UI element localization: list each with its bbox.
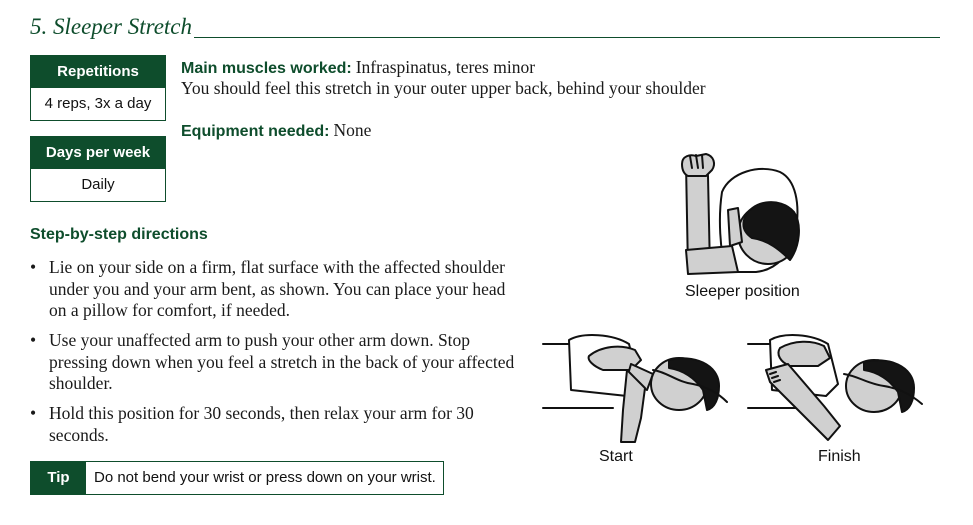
tip-text: Do not bend your wrist or press down on your wrist. bbox=[94, 469, 436, 486]
muscles-value: Infraspinatus, teres minor bbox=[355, 57, 536, 77]
title-row bbox=[30, 14, 940, 40]
muscles-line bbox=[181, 57, 535, 79]
bullet-icon: • bbox=[30, 403, 37, 423]
bullet-icon: • bbox=[30, 257, 37, 277]
equipment-line bbox=[181, 120, 371, 142]
title-rule bbox=[190, 37, 940, 38]
directions-heading: Step-by-step directions bbox=[30, 226, 208, 243]
tip-label: Tip bbox=[31, 462, 86, 494]
muscles-label: Main muscles worked: bbox=[181, 60, 352, 77]
bullet-icon: • bbox=[30, 330, 37, 350]
direction-step-text: Lie on your side on a firm, flat surface with the affected shoulder under you and your arm bent, as shown. You can place your head on a pillow for comfort, if needed. bbox=[49, 257, 506, 320]
direction-step bbox=[30, 330, 520, 395]
finish-illustration bbox=[748, 330, 938, 445]
equipment-label: Equipment needed: bbox=[181, 123, 330, 140]
days-per-week-box bbox=[30, 136, 166, 202]
days-per-week-value: Daily bbox=[31, 169, 165, 201]
tip-box bbox=[30, 461, 444, 495]
finish-caption: Finish bbox=[818, 448, 861, 465]
equipment-value: None bbox=[333, 120, 372, 140]
direction-step-text: Use your unaffected arm to push your other arm down. Stop pressing down when you feel a stretch in the back of your affected shoulder. bbox=[49, 330, 515, 393]
sleeper-position-caption: Sleeper position bbox=[685, 283, 800, 300]
sleeper-position-illustration bbox=[672, 150, 822, 280]
start-illustration bbox=[543, 330, 733, 445]
start-caption: Start bbox=[599, 448, 633, 465]
repetitions-value: 4 reps, 3x a day bbox=[31, 88, 165, 120]
direction-step-text: Hold this position for 30 seconds, then relax your arm for 30 seconds. bbox=[49, 403, 474, 445]
direction-step bbox=[30, 403, 520, 446]
feel-text: You should feel this stretch in your outer upper back, behind your shoulder bbox=[181, 78, 706, 98]
page-title: 5. Sleeper Stretch bbox=[30, 14, 193, 39]
days-per-week-label: Days per week bbox=[31, 137, 165, 169]
direction-step bbox=[30, 257, 520, 322]
repetitions-label: Repetitions bbox=[31, 56, 165, 88]
repetitions-box bbox=[30, 55, 166, 121]
